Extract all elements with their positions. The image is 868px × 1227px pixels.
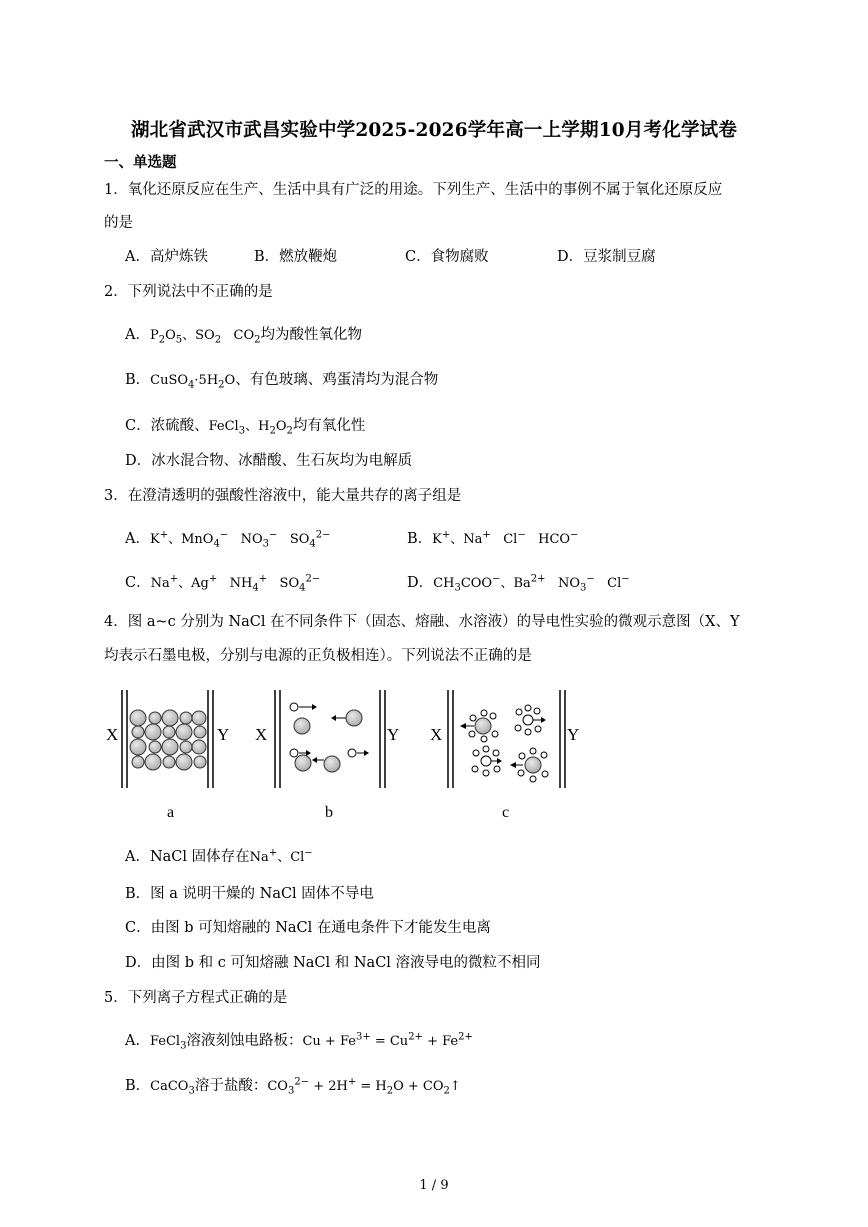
f: − (219, 529, 229, 541)
q2-a-formula (149, 328, 261, 346)
conductivity-figure (100, 680, 600, 830)
q5-option-b (125, 1077, 461, 1096)
f: 2 (254, 334, 261, 346)
f: K (149, 532, 160, 547)
f: + (159, 529, 169, 541)
f: = H (356, 1079, 387, 1094)
f: Cl (503, 532, 518, 547)
q4-option-d: D．由图 b 和 c 可知熔融 NaCl 和 NaCl 溶液导电的微粒不相同 (125, 955, 541, 971)
exam-title: 湖北省武汉市武昌实验中学2025-2026学年高一上学期10月考化学试卷 (130, 120, 738, 141)
f: Na (150, 576, 170, 591)
f: + (347, 1076, 357, 1088)
f: CH (433, 576, 455, 591)
f: + (258, 573, 268, 585)
f: 2 (386, 1085, 394, 1097)
section-heading: 一、单选题 (104, 154, 177, 171)
hydrated-ion (510, 748, 548, 782)
f: O (165, 328, 176, 343)
q3-d-label: D． (407, 575, 434, 591)
q5-a-equation (302, 1031, 473, 1049)
q2-option-b (125, 371, 438, 390)
f: 2 (286, 425, 293, 437)
q5-b-reagent (150, 1079, 195, 1097)
panel-label-c: c (502, 804, 510, 821)
q2-option-c (125, 417, 365, 436)
q3-d-ions (433, 573, 630, 594)
f: + (482, 529, 491, 541)
f: CO (233, 328, 255, 343)
electrode-label-y: Y (217, 725, 230, 744)
q5-b-equation (267, 1076, 461, 1097)
f: 2− (315, 529, 331, 541)
f: 2− (305, 573, 321, 585)
f: 4 (309, 538, 316, 550)
f: − (492, 573, 501, 585)
q1-stem-line2: 的是 (104, 215, 133, 231)
q5-option-a (125, 1032, 473, 1051)
f: 、Ag (178, 576, 209, 591)
q5-b-text: 溶于盐酸： (194, 1078, 268, 1094)
q4-stem-line1: 4．图 a~c 分别为 NaCl 在不同条件下（固态、熔融、水溶液）的导电性实验的微观示意图（X、Y (104, 614, 740, 630)
f: 5 (175, 334, 183, 346)
hydrated-ion (515, 705, 546, 735)
f: 、SO (182, 328, 215, 343)
f: 2 (218, 379, 225, 391)
f: 4 (213, 538, 220, 550)
q4-stem-line2: 均表示石墨电极，分别与电源的正负极相连）。下列说法不正确的是 (104, 648, 532, 664)
f: 3 (188, 1085, 195, 1097)
q3-option-c (125, 574, 320, 593)
q1-option-a: A．高炉炼铁 (125, 249, 208, 265)
q5-b-label: B． (125, 1078, 151, 1094)
f: NO (240, 532, 263, 547)
f: 、Na (450, 532, 483, 547)
q4-a-text: A．NaCl 固体存在 (125, 849, 250, 865)
f: 2 (443, 1085, 450, 1097)
q3-b-label: B． (407, 531, 433, 547)
f: P (149, 328, 159, 343)
f: 、Cl (277, 850, 305, 865)
q3-c-label: C． (125, 575, 151, 591)
f: 3 (238, 425, 246, 437)
f: ·5H (194, 373, 219, 388)
q5-a-text: 溶液刻蚀电路板： (186, 1033, 303, 1049)
f: HCO (538, 532, 571, 547)
q2-a-label: A． (125, 327, 150, 343)
f: FeCl (208, 419, 239, 434)
f: 3 (180, 1040, 187, 1052)
q2-c-formula (208, 419, 293, 437)
f: − (586, 573, 595, 585)
f: O (275, 419, 287, 434)
q1-option-b: B．燃放鞭炮 (254, 249, 338, 265)
electrode-label-y: Y (387, 725, 400, 744)
page-number: 1 / 9 (419, 1178, 449, 1193)
q2-stem: 2．下列说法中不正确的是 (104, 284, 273, 300)
f: = Cu (370, 1034, 409, 1049)
panel-c (430, 690, 579, 821)
f: 3+ (355, 1031, 371, 1043)
f: 4 (252, 582, 259, 594)
f: 3 (454, 582, 461, 594)
f: CuSO (150, 373, 189, 388)
electrode-label-x: X (255, 725, 268, 744)
q5-stem: 5．下列离子方程式正确的是 (104, 990, 288, 1006)
f: 2− (294, 1076, 310, 1088)
q3-stem: 3．在澄清透明的强酸性溶液中，能大量共存的离子组是 (104, 488, 462, 504)
f: 、MnO (168, 532, 214, 547)
q2-option-d: D．冰水混合物、冰醋酸、生石灰均为电解质 (125, 453, 413, 469)
panel-b (255, 690, 399, 821)
f: 3 (262, 538, 270, 550)
f: O + CO (393, 1079, 444, 1094)
f: CaCO (150, 1079, 189, 1094)
q2-b-formula (150, 373, 236, 391)
hydrated-ion (460, 710, 498, 742)
f: K (432, 532, 442, 547)
f: + (208, 573, 218, 585)
f: − (621, 573, 630, 585)
f: 、H (245, 419, 270, 434)
f: NH (229, 576, 253, 591)
f: + 2H (309, 1079, 348, 1094)
f: 2+ (530, 573, 546, 585)
q3-a-ions (149, 529, 331, 550)
f: Na (249, 850, 269, 865)
q3-a-label: A． (125, 531, 150, 547)
q4-option-a (125, 848, 313, 867)
f: 4 (299, 582, 306, 594)
f: 2+ (408, 1031, 423, 1043)
q2-c-text: 均有氧化性 (292, 418, 366, 434)
q4-a-ions (249, 847, 313, 865)
q2-a-text: 均为酸性氧化物 (260, 327, 362, 343)
f: Cl (607, 576, 622, 591)
nacl-lattice (130, 710, 206, 770)
q2-b-label: B． (125, 372, 151, 388)
f: − (269, 529, 278, 541)
f: ↑ (449, 1079, 461, 1094)
f: Cu + Fe (302, 1034, 356, 1049)
f: NO (557, 576, 580, 591)
q3-option-a (125, 530, 331, 549)
q3-option-b (407, 530, 578, 549)
electrode-label-x: X (430, 725, 443, 744)
f: 3 (287, 1085, 295, 1097)
f: FeCl (149, 1034, 181, 1049)
q3-option-d (407, 574, 630, 593)
f: 2+ (458, 1031, 473, 1043)
q4-option-b: B．图 a 说明干燥的 NaCl 固体不导电 (125, 886, 374, 902)
q2-c-label: C．浓硫酸、 (125, 418, 209, 434)
f: + (268, 847, 278, 859)
f: − (517, 529, 526, 541)
panel-label-a: a (167, 804, 175, 821)
f: 2 (269, 425, 276, 437)
f: COO (460, 576, 493, 591)
panel-a (106, 690, 229, 821)
f: 、Ba (500, 576, 531, 591)
f: + Fe (422, 1034, 459, 1049)
electrode-label-x: X (106, 725, 119, 744)
f: O (224, 373, 236, 388)
q5-a-label: A． (125, 1033, 150, 1049)
f: 2 (214, 334, 222, 346)
f: 2 (158, 334, 166, 346)
q3-b-ions (432, 529, 579, 547)
f: SO (289, 532, 310, 547)
f: − (570, 529, 579, 541)
f: + (441, 529, 451, 541)
panel-label-b: b (325, 804, 333, 821)
f: 4 (188, 379, 195, 391)
q5-a-reagent (149, 1034, 187, 1052)
q2-option-a (125, 326, 362, 345)
q1-option-d: D．豆浆制豆腐 (557, 249, 656, 265)
f: CO (267, 1079, 288, 1094)
f: 3 (579, 582, 587, 594)
electrode-label-y: Y (567, 725, 580, 744)
q3-c-ions (150, 573, 321, 594)
hydrated-ion (472, 746, 502, 776)
f: − (304, 847, 313, 859)
q2-b-text: 、有色玻璃、鸡蛋清均为混合物 (235, 372, 439, 388)
q1-stem-line1: 1．氧化还原反应在生产、生活中具有广泛的用途。下列生产、生活中的事例不属于氧化还原反应 (104, 182, 723, 198)
q4-option-c: C．由图 b 可知熔融的 NaCl 在通电条件下才能发生电离 (125, 920, 491, 936)
f: + (169, 573, 179, 585)
q1-option-c: C．食物腐败 (405, 249, 489, 265)
f: SO (279, 576, 300, 591)
